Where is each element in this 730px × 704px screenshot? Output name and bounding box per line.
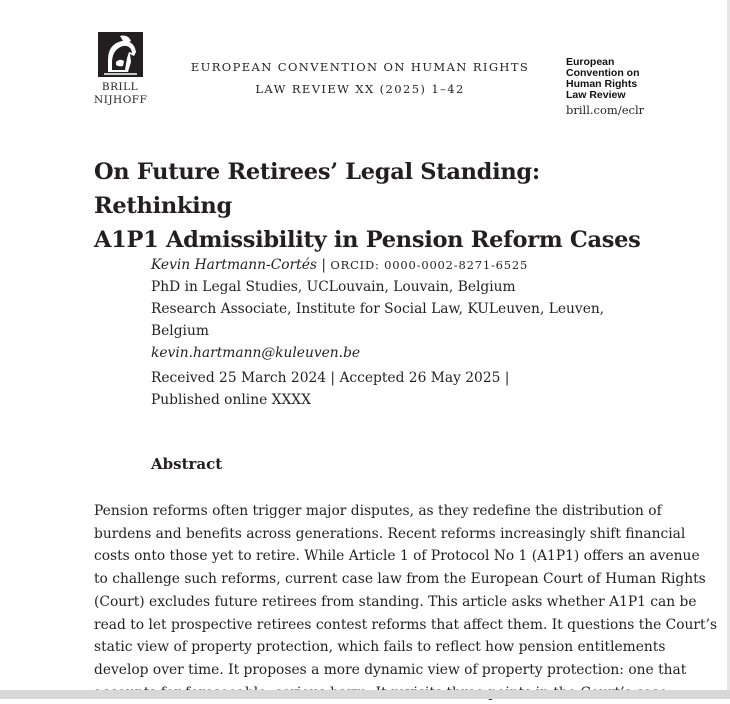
journal-citation: LAW REVIEW XX (2025) 1–42 [255, 82, 465, 96]
author-name: Kevin Hartmann-Cortés [151, 257, 317, 273]
publisher-name-2: NIJHOFF [94, 94, 148, 106]
abstract-line: static view of property protection, which fails to reflect how pension entitlements [94, 639, 666, 656]
journal-name: EUROPEAN CONVENTION ON HUMAN RIGHTS [190, 60, 530, 74]
abstract-line: costs onto those yet to retire. While Article 1 of Protocol No 1 (A1P1) offers an avenue [94, 548, 700, 565]
author-separator: | [316, 257, 331, 273]
publication-dates [151, 367, 511, 411]
athena-helmet-icon [98, 32, 143, 77]
author-affiliation-1: PhD in Legal Studies, UCLouvain, Louvain, Belgium [151, 279, 516, 295]
dates-received-accepted: Received 25 March 2024 | Accepted 26 May 2025 | [151, 370, 510, 386]
abstract-line: read to let prospective retirees contest reforms that affect them. It questions the Court’s [94, 616, 718, 633]
brill-nijhoff-logo [94, 32, 146, 107]
author-block [151, 254, 651, 364]
journal-wordmark: European Convention on Human Rights Law Review [566, 56, 640, 101]
orcid-link[interactable]: ORCID: 0000-0002-8271-6525 [330, 258, 529, 272]
title-line-1: On Future Retirees’ Legal Standing: Rethinking [94, 159, 540, 219]
horizontal-scrollbar[interactable] [0, 690, 730, 699]
abstract-line: (Court) excludes future retirees from standing. This article asks whether A1P1 can be [94, 593, 697, 610]
running-header [190, 56, 530, 100]
article-title [94, 155, 654, 257]
abstract-line: Pension reforms often trigger major disputes, as they redefine the distribution of [94, 503, 662, 519]
author-affiliation-2: Research Associate, Institute for Social Law, KULeuven, Leuven, Belgium [151, 301, 605, 339]
publisher-name-1: BRILL [101, 81, 139, 93]
author-email-link[interactable]: kevin.hartmann@kuleuven.be [151, 345, 361, 361]
abstract-heading: Abstract [151, 455, 223, 473]
title-line-2: A1P1 Admissibility in Pension Reform Cases [94, 227, 641, 253]
abstract-line: develop over time. It proposes a more dynamic view of property protection: one that [94, 661, 687, 678]
abstract-line: burdens and benefits across generations. Recent reforms increasingly shift financial [94, 525, 686, 542]
abstract-body [94, 500, 718, 704]
journal-url-link[interactable]: brill.com/eclr [566, 103, 645, 117]
dates-published-online: Published online XXXX [151, 392, 311, 408]
journal-logo-block [566, 57, 656, 117]
abstract-line: to challenge such reforms, current case law from the European Court of Human Rights [94, 571, 706, 588]
